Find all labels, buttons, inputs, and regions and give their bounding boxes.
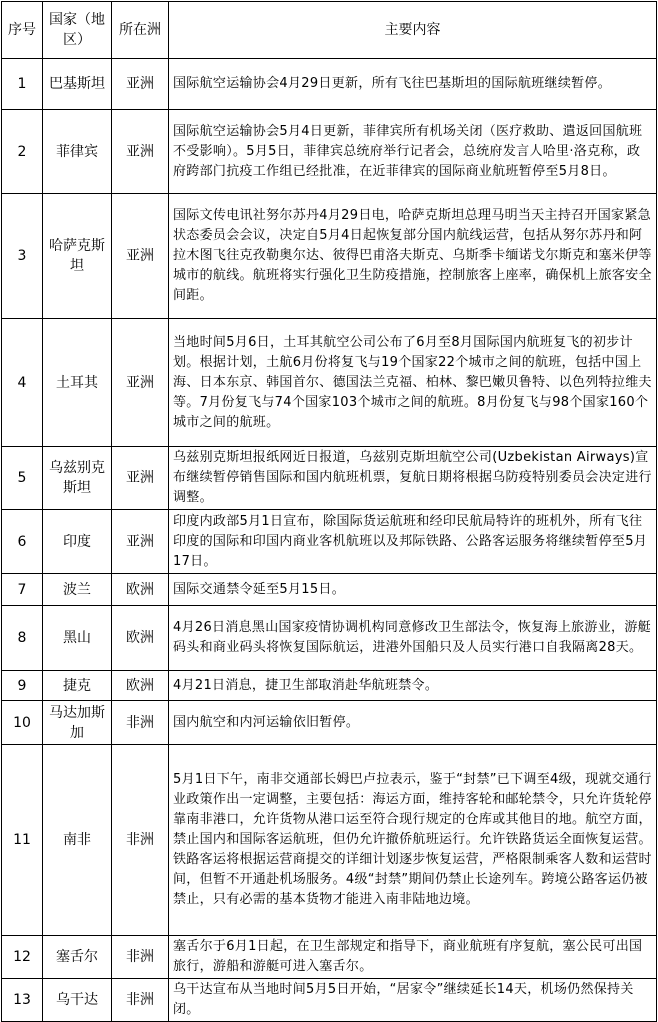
row-content: 5月1日下午，南非交通部长姆巴卢拉表示，鉴于“封禁”已下调至4级，现就交通行业政策作出一定调整，主要包括：海运方面，维持客轮和邮轮禁令，只允许货轮停靠南非港口，允许货物从港口运至符合现行规定的仓库或其他目的地。航空方面，禁止国内和国际客运航班，但仍允许撤侨航班运行。允许铁路货运全面恢复运营。铁路客运将根据运营商提交的详细计划逐步恢复运营，严格限制乘客人数和运营时间，但暂不开通赴机场服务。4级“封禁”期间仍禁止长途列车。跨境公路客运仍被禁止，只有必需的基本货物才能进入南非陆地边境。: [169, 745, 657, 936]
table-row: [2, 447, 657, 510]
row-index: 3: [2, 194, 43, 319]
row-country: 乌干达: [43, 979, 112, 1022]
row-continent: 亚洲: [112, 59, 169, 110]
row-country: 乌兹别克斯坦: [43, 447, 112, 510]
row-country: 波兰: [43, 574, 112, 606]
row-country: 马达加斯加: [43, 701, 112, 745]
row-continent: 非洲: [112, 936, 169, 979]
row-continent: 非洲: [112, 979, 169, 1022]
row-continent: 亚洲: [112, 447, 169, 510]
row-content: 国际航空运输协会5月4日更新，菲律宾所有机场关闭（医疗救助、遣返回国航班不受影响）。5月5日，菲律宾总统府举行记者会，总统府发言人哈里·洛克称，政府跨部门抗疫工作组已经批准，在近菲律宾的国际商业航班暂停至5月8日。: [169, 110, 657, 194]
row-country: 土耳其: [43, 319, 112, 447]
table-row: [2, 936, 657, 979]
table-row: [2, 745, 657, 936]
row-continent: 亚洲: [112, 319, 169, 447]
row-index: 7: [2, 574, 43, 606]
table-row: [2, 701, 657, 745]
row-continent: 亚洲: [112, 110, 169, 194]
row-index: 13: [2, 979, 43, 1022]
row-continent: 亚洲: [112, 510, 169, 574]
row-content: 印度内政部5月1日宣布，除国际货运航班和经印民航局特许的班机外，所有飞往印度的国际和印国内商业客机航班以及邦际铁路、公路客运服务将继续暂停至5月17日。: [169, 510, 657, 574]
row-index: 10: [2, 701, 43, 745]
row-country: 塞舌尔: [43, 936, 112, 979]
row-continent: 欧洲: [112, 574, 169, 606]
table-row: [2, 574, 657, 606]
row-index: 6: [2, 510, 43, 574]
table-row: [2, 194, 657, 319]
row-continent: 欧洲: [112, 671, 169, 701]
table-row: [2, 319, 657, 447]
table-row: [2, 510, 657, 574]
table-row: [2, 979, 657, 1022]
row-content: 国际文传电讯社努尔苏丹4月29日电，哈萨克斯坦总理马明当天主持召开国家紧急状态委员会会议，决定自5月4日起恢复部分国内航线运营，包括从努尔苏丹和阿拉木图飞往克孜勒奥尔达、彼得巴甫洛夫斯克、乌斯季卡缅诺戈尔斯克和塞米伊等城市的航线。航班将实行强化卫生防疫措施，控制旅客上座率，确保机上旅客安全间距。: [169, 194, 657, 319]
row-continent: 欧洲: [112, 606, 169, 671]
row-country: 南非: [43, 745, 112, 936]
row-country: 捷克: [43, 671, 112, 701]
row-content: 当地时间5月6日，土耳其航空公司公布了6月至8月国际国内航班复飞的初步计划。根据计划，土航6月份将复飞与19个国家22个城市之间的航班，包括中国上海、日本东京、韩国首尔、德国法兰克福、柏林、黎巴嫩贝鲁特、以色列特拉维夫等。7月份复飞与74个国家103个城市之间的航班。8月份复飞与98个国家160个城市之间的航班。: [169, 319, 657, 447]
row-content: 塞舌尔于6月1日起，在卫生部规定和指导下，商业航班有序复航，塞公民可出国旅行，游船和游艇可进入塞舌尔。: [169, 936, 657, 979]
flight-restrictions-table: [1, 1, 657, 1022]
row-index: 9: [2, 671, 43, 701]
row-index: 12: [2, 936, 43, 979]
row-country: 哈萨克斯坦: [43, 194, 112, 319]
row-index: 11: [2, 745, 43, 936]
header-index: 序号: [2, 2, 43, 59]
row-country: 菲律宾: [43, 110, 112, 194]
row-index: 5: [2, 447, 43, 510]
header-continent: 所在洲: [112, 2, 169, 59]
row-country: 印度: [43, 510, 112, 574]
row-continent: 非洲: [112, 745, 169, 936]
table-row: [2, 606, 657, 671]
row-continent: 非洲: [112, 701, 169, 745]
table-row: [2, 59, 657, 110]
row-country: 黑山: [43, 606, 112, 671]
row-content: 国内航空和内河运输依旧暂停。: [169, 701, 657, 745]
row-continent: 亚洲: [112, 194, 169, 319]
table-header-row: [2, 2, 657, 59]
table-row: [2, 671, 657, 701]
row-index: 2: [2, 110, 43, 194]
header-content: 主要内容: [169, 2, 657, 59]
row-content: 国际交通禁令延至5月15日。: [169, 574, 657, 606]
row-country: 巴基斯坦: [43, 59, 112, 110]
row-content: 乌兹别克斯坦报纸网近日报道，乌兹别克斯坦航空公司(Uzbekistan Airways)宣布继续暂停销售国际和国内航班机票，复航日期将根据乌防疫特别委员会决定进行调整。: [169, 447, 657, 510]
header-country: 国家（地区）: [43, 2, 112, 59]
row-content: 乌干达宣布从当地时间5月5日开始，“居家令”继续延长14天，机场仍然保持关闭。: [169, 979, 657, 1022]
row-content: 4月21日消息，捷卫生部取消赴华航班禁令。: [169, 671, 657, 701]
row-index: 8: [2, 606, 43, 671]
table-row: [2, 110, 657, 194]
row-index: 4: [2, 319, 43, 447]
row-index: 1: [2, 59, 43, 110]
row-content: 4月26日消息黑山国家疫情协调机构同意修改卫生部法令，恢复海上旅游业，游艇码头和商业码头将恢复国际航运，进港外国船只及人员实行港口自我隔离28天。: [169, 606, 657, 671]
row-content: 国际航空运输协会4月29日更新，所有飞往巴基斯坦的国际航班继续暂停。: [169, 59, 657, 110]
